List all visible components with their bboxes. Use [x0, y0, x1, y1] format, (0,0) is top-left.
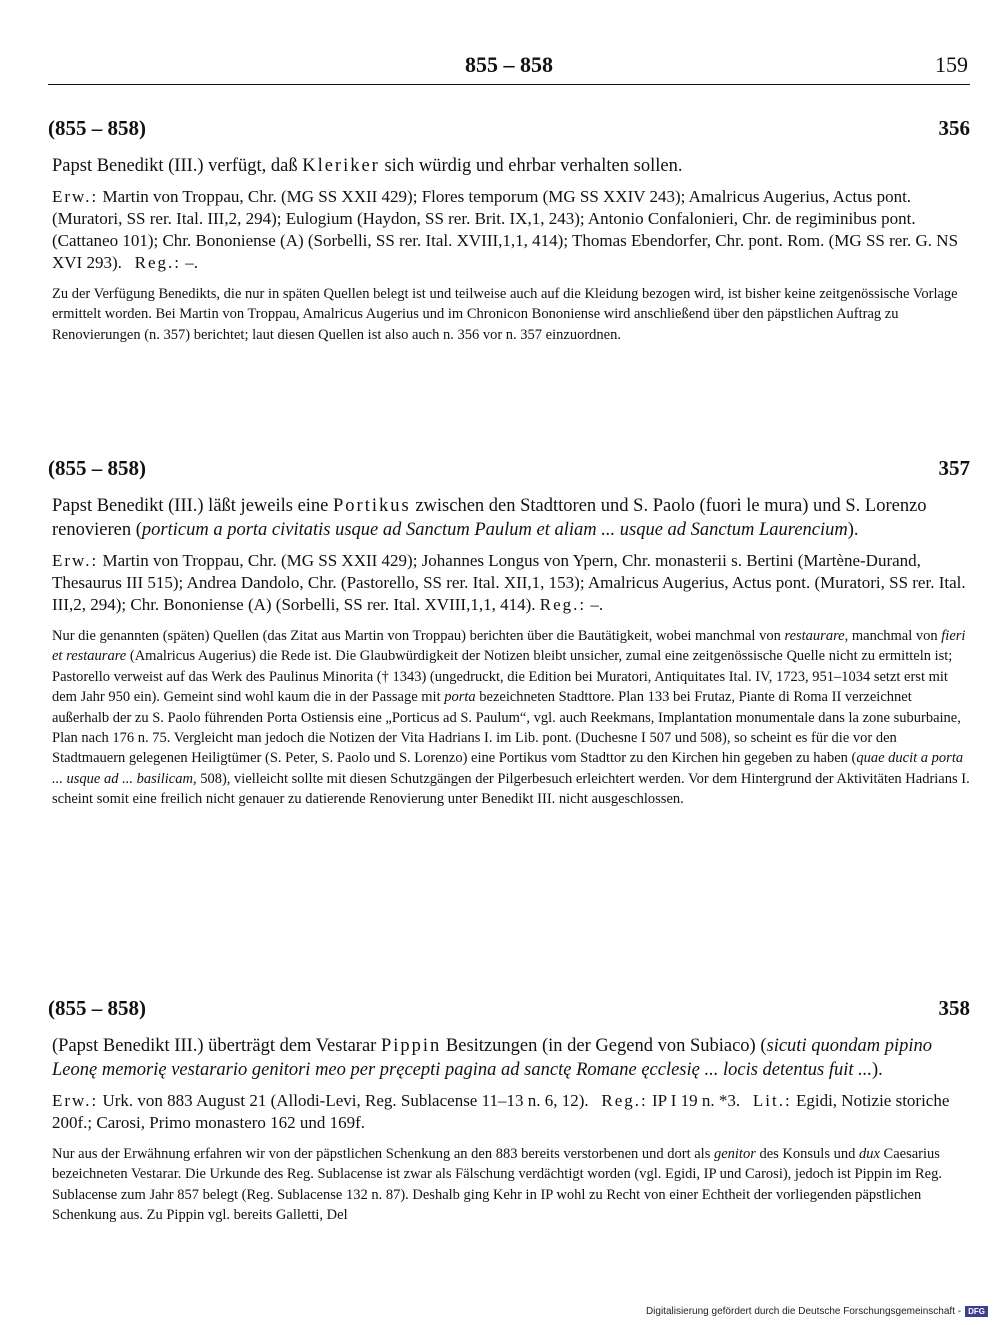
reg-value: –.	[586, 595, 604, 614]
reg-value: IP I 19 n. *3.	[647, 1091, 741, 1110]
commentary-italic: dux	[858, 1146, 880, 1162]
commentary-text: Caesarius bezeichneten Vestarar. Die Urkunde des Reg. Sublacense ist zwar als Fälschung verdächtigt worden (vgl. Egidi, IP und Carosi), jedoch ist Pippin im Reg. Sublacense zum Jahr 857 belegt (Reg. Sublacense 132 n. 87). Deshalb ging Kehr in IP wohl zu Recht von einer Echtheit der vorliegenden päpstlichen Schenkung aus. Zu Pippin vgl. bereits Galletti, Del	[52, 1146, 942, 1224]
lit-value: Egidi, Notizie storiche 200f.; Carosi, Primo monastero 162 und 169f.	[52, 1091, 950, 1132]
sources-text: Martin von Troppau, Chr. (MG SS XXII 429); Flores temporum (MG SS XXIV 243); Amalricus Augerius, Actus pont. (Muratori, SS rer. Ital. III,2, 294); Eulogium (Haydon, SS rer. Brit. IX,1, 243); Antonio Confalonieri, Chr. de regiminibus pont. (Cattaneo 101); Chr. Bononiense (A) (Sorbelli, SS rer. Ital. XVIII,1,1, 414); Thomas Ebendorfer, Chr. pont. Rom. (MG SS rer. G. NS XVI 293).	[52, 187, 959, 272]
dfg-logo: DFG	[965, 1306, 988, 1317]
entry-sources	[52, 550, 970, 616]
commentary-text: Nur aus der Erwähnung erfahren wir von der päpstlichen Schenkung an den 883 bereits verstorbenen und dort als	[52, 1146, 714, 1162]
commentary-italic: fieri et restaurare	[52, 628, 966, 665]
summary-text: zwischen den Stadttoren und S. Paolo (fuori le mura) und S. Lorenzo renovieren (	[52, 496, 927, 540]
summary-text: Papst Benedikt (III.) verfügt, daß	[52, 156, 303, 176]
commentary-text: des Konsuls und	[755, 1146, 859, 1162]
summary-text: ).	[847, 520, 859, 540]
summary-keyword: Portikus	[333, 496, 411, 516]
reg-value: –.	[181, 253, 198, 272]
reg-label: Reg.:	[601, 1091, 648, 1110]
entry-number: 358	[938, 996, 970, 1020]
entry-sources	[52, 1090, 970, 1134]
commentary-text: Nur die genannten (späten) Quellen (das Zitat aus Martin von Troppau) berichten über die Bautätigkeit, wobei manchmal von	[52, 628, 785, 644]
summary-keyword: Pippin	[380, 1036, 442, 1056]
commentary-text: , 508), vielleicht sollte mit diesen Schutzgängen der Pilgerbesuch erleichtert werden. Vor dem Hintergrund der Aktivitäten Hadrians I. scheint somit eine freilich nicht genauer zu datierende Renovierung unter Benedikt III. nicht ausgeschlossen.	[52, 770, 970, 808]
commentary-text: bezeichneten Stadttore. Plan 133 bei Frutaz, Piante di Roma II verzeichnet außerhalb der zu S. Paolo führenden Porta Ostiensis eine „Porticus ad S. Paulum“, vgl. auch Reekmans, Implantation monumentale dans la zone suburbaine, Plan nach 176 n. 75. Vergleicht man jedoch die Notizen der Vita Hadrians I. im Lib. pont. (Duchesne I 507 und 508), so scheint es für die vor den Stadtmauern gelegenen Heiligtümer (S. Peter, S. Paolo und S. Lorenzo) eine Portikus vom Stadttor zu den Kirchen hin gegeben zu haben (	[52, 689, 961, 767]
entry-357	[48, 456, 970, 810]
entry-summary	[52, 154, 970, 178]
entry-number: 357	[938, 456, 970, 480]
commentary-italic: porta	[444, 689, 476, 706]
running-title: 855 – 858	[465, 52, 553, 77]
reg-label: Reg.:	[134, 253, 181, 272]
erw-label: Erw.:	[52, 551, 99, 570]
summary-text: Besitzungen (in der Gegend von Subiaco) (	[441, 1036, 767, 1056]
commentary-text: , manchmal von	[844, 628, 942, 644]
page-number: 159	[935, 52, 968, 77]
summary-text: Papst Benedikt (III.) läßt jeweils eine	[52, 496, 334, 516]
entry-number: 356	[938, 116, 970, 140]
summary-text: sich würdig und ehrbar verhalten sollen.	[379, 156, 683, 176]
entry-heading	[48, 116, 970, 146]
summary-quote: porticum a porta civitatis usque ad Sanctum Paulum et aliam ... usque ad Sanctum Laurencium	[141, 520, 848, 540]
erw-label: Erw.:	[52, 1091, 99, 1110]
entry-commentary	[52, 626, 970, 810]
erw-label: Erw.:	[52, 187, 99, 206]
entry-summary	[52, 494, 970, 542]
sources-text: Urk. von 883 August 21 (Allodi-Levi, Reg. Sublacense 11–13 n. 6, 12).	[98, 1091, 589, 1110]
entry-358	[48, 996, 970, 1226]
entry-commentary	[52, 1144, 970, 1226]
commentary-text: (Amalricus Augerius) die Rede ist. Die Glaubwürdigkeit der Notizen bleibt unsicher, zumal eine zeitgenössische Quelle nicht zu ermitteln ist; Pastorello verweist auf das Werk des Paulinus Minorita († 1343) (ungedruckt, die Edition bei Muratori, Antiquitates Ital. IV, 1723, 951–1034 setzt erst mit dem Jahr 950 ein). Gemeint sind wohl kaum die in der Passage mit	[52, 648, 953, 706]
summary-quote: sicuti quondam pipino Leonę memorię vestarario genitori meo per pręcepti pagina ad sanctę Romane ęcclesię ... locis detentus fuit ...	[52, 1036, 932, 1080]
sources-text: Martin von Troppau, Chr. (MG SS XXII 429); Johannes Longus von Ypern, Chr. monasterii s. Bertini (Martène-Durand, Thesaurus III 515); Andrea Dandolo, Chr. (Pastorello, SS rer. Ital. XII,1, 153); Amalricus Augerius, Actus pont. (Muratori, SS rer. Ital. III,2, 294); Chr. Bononiense (A) (Sorbelli, SS rer. Ital. XVIII,1,1, 414).	[52, 551, 966, 614]
entry-356	[48, 116, 970, 345]
footer-text: Digitalisierung gefördert durch die Deutsche Forschungsgemeinschaft -	[645, 1306, 962, 1317]
commentary-italic: restaurare	[784, 628, 845, 644]
entry-sources	[52, 186, 970, 274]
commentary-italic: quae ducit a porta ... usque ad ... basilicam	[52, 750, 964, 787]
entry-date: (855 – 858)	[48, 996, 146, 1020]
entry-heading	[48, 996, 970, 1026]
entry-summary	[52, 1034, 970, 1082]
lit-label: Lit.:	[752, 1091, 792, 1110]
entry-commentary: Zu der Verfügung Benedikts, die nur in späten Quellen belegt ist und teilweise auch auf die Kleidung bezogen wird, ist bisher keine zeitgenössische Vorlage ermittelt worden. Bei Martin von Troppau, Amalricus Augerius und im Chronicon Bononiense wird anschließend über den päpstlichen Auftrag zu Renovierungen (n. 357) berichtet; laut diesen Quellen ist also auch n. 356 vor n. 357 einzuordnen.	[52, 286, 958, 343]
commentary-italic: genitor	[713, 1146, 756, 1162]
entry-heading	[48, 456, 970, 486]
summary-text: (Papst Benedikt III.) überträgt dem Vestarar	[52, 1036, 381, 1056]
summary-text: ).	[872, 1060, 883, 1080]
footer	[646, 1306, 988, 1317]
running-head	[48, 52, 970, 85]
reg-label: Reg.:	[539, 595, 587, 614]
summary-keyword: Kleriker	[302, 156, 380, 176]
entry-date: (855 – 858)	[48, 116, 146, 140]
entry-date: (855 – 858)	[48, 456, 146, 480]
